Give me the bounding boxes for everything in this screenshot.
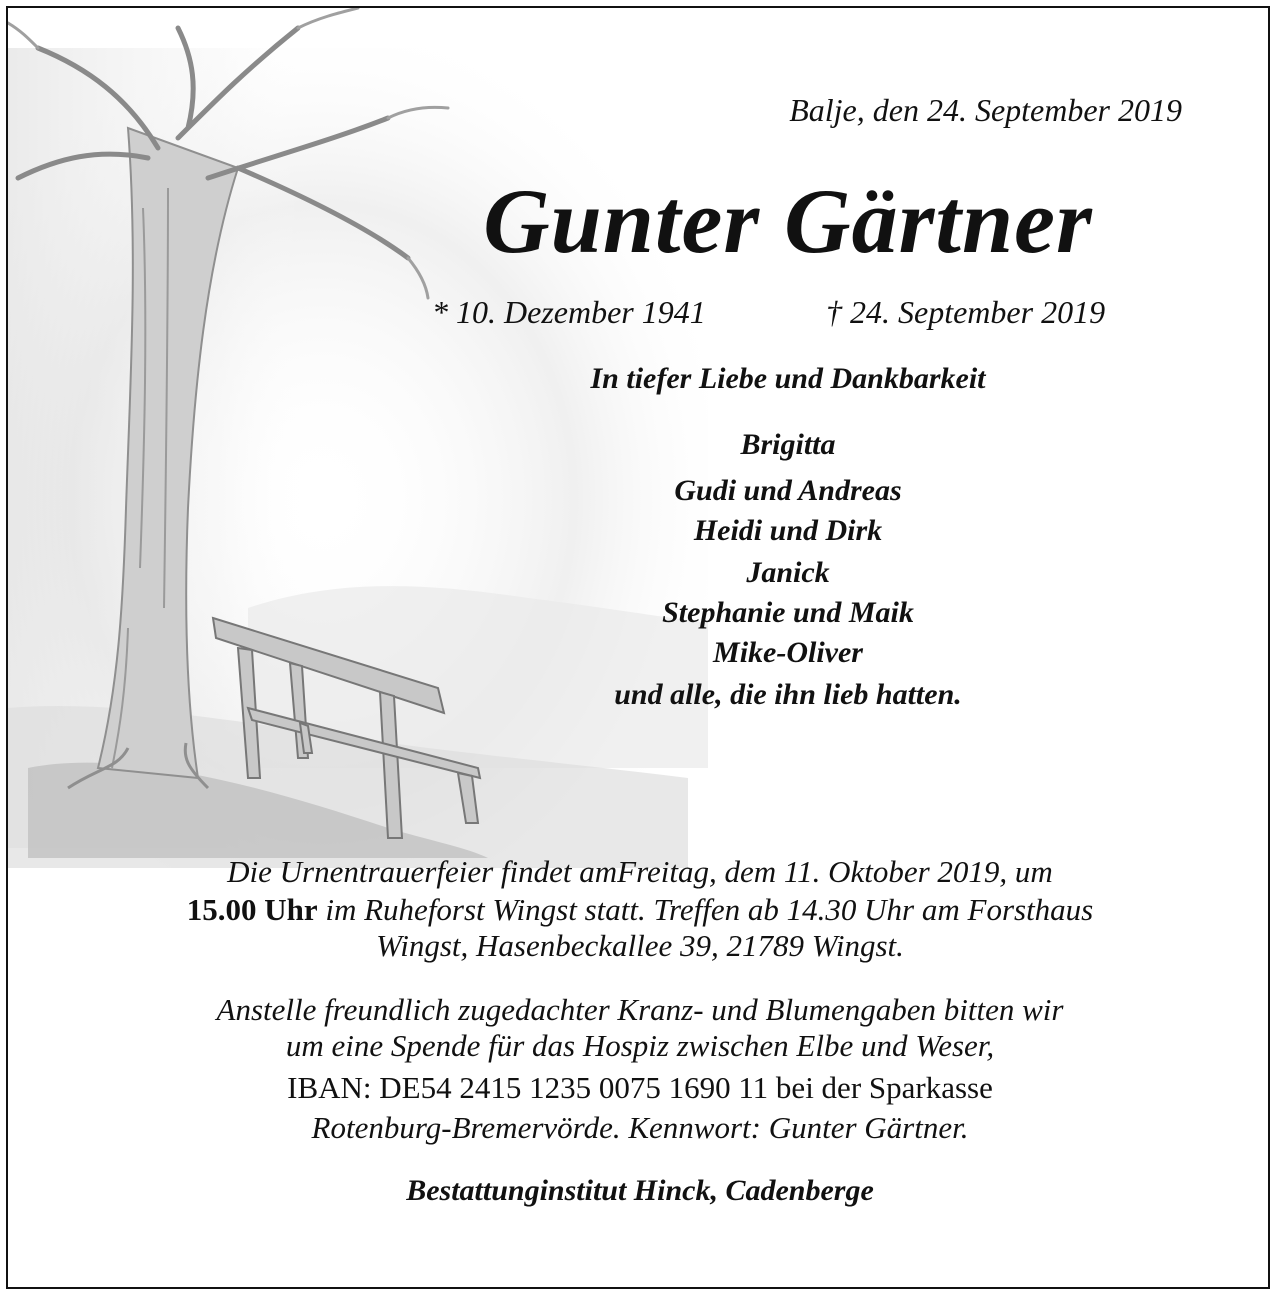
deceased-name: Gunter Gärtner [483, 170, 1093, 272]
mourner-name: Brigitta [740, 428, 836, 461]
mourners-closing: und alle, die ihn lieb hatten. [614, 678, 962, 711]
donation-line-4: Rotenburg-Bremervörde. Kennwort: Gunter Gärtner. [311, 1110, 969, 1145]
obituary-notice [6, 6, 1270, 1289]
date-line: Balje, den 24. September 2019 [789, 92, 1182, 128]
mourner-name: Stephanie und Maik [662, 596, 914, 629]
donation-line-2: um eine Spende für das Hospiz zwischen Elbe und Weser, [285, 1028, 995, 1063]
mourner-name: Janick [746, 556, 830, 589]
mourner-name: Heidi und Dirk [693, 514, 883, 547]
dedication-line: In tiefer Liebe und Dankbarkeit [590, 362, 986, 395]
birth-date: * 10. Dezember 1941 [432, 294, 706, 330]
ceremony-line-1: Die Urnentrauerfeier findet amFreitag, dem 11. Oktober 2019, um [227, 854, 1053, 889]
mourner-name: Mike-Oliver [713, 636, 863, 669]
donation-iban-line: IBAN: DE54 2415 1235 0075 1690 11 bei der Sparkasse [287, 1070, 993, 1105]
ceremony-location: im Ruheforst Wingst statt. Treffen ab 14.30 Uhr am Forsthaus [317, 892, 1094, 927]
ceremony-line-3: Wingst, Hasenbeckallee 39, 21789 Wingst. [376, 928, 904, 963]
ceremony-line-2 [8, 892, 1270, 928]
donation-line-1: Anstelle freundlich zugedachter Kranz- und Blumengaben bitten wir [216, 992, 1064, 1027]
mourner-name: Gudi und Andreas [674, 474, 902, 507]
ceremony-time: 15.00 Uhr [186, 892, 318, 927]
undertaker: Bestattunginstitut Hinck, Cadenberge [406, 1174, 874, 1207]
death-date: † 24. September 2019 [826, 294, 1106, 330]
